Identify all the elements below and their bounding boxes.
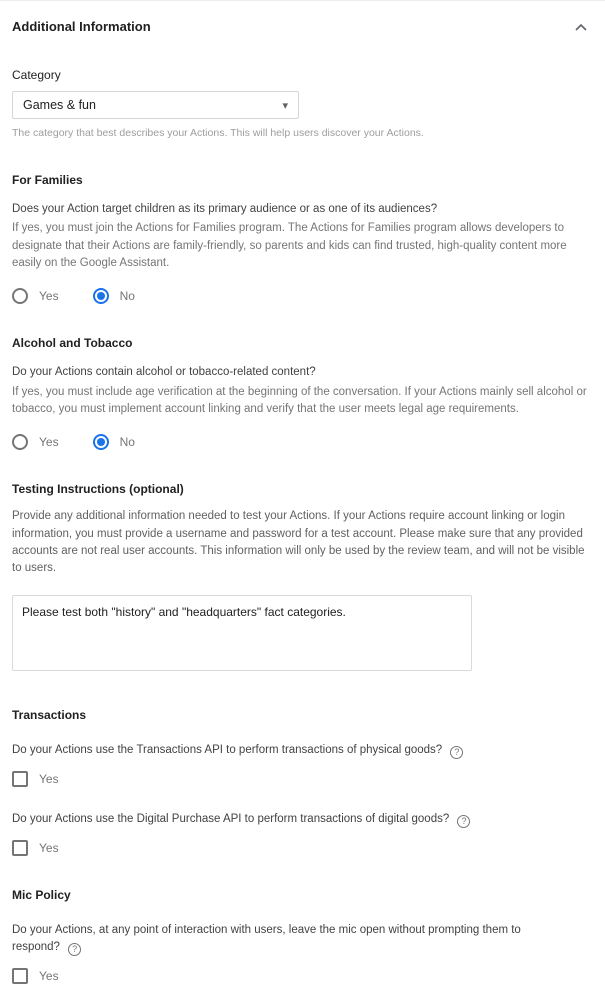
mic-policy-title: Mic Policy [12, 888, 71, 903]
for-families-section [12, 173, 593, 304]
checkbox-unchecked-icon[interactable] [12, 840, 28, 856]
mic-policy-checkbox[interactable] [12, 968, 593, 984]
question-text: Do your Actions use the Transactions API to perform transactions of physical goods? [12, 744, 443, 757]
radio-unchecked-icon[interactable] [12, 434, 28, 450]
transactions-digital-question [12, 811, 587, 828]
page-title: Additional Information [12, 19, 151, 34]
mic-policy-question [12, 922, 567, 956]
radio-label: No [119, 289, 135, 304]
checkbox-unchecked-icon[interactable] [12, 771, 28, 787]
category-label: Category [12, 68, 61, 82]
alcohol-tobacco-radio-yes[interactable] [12, 434, 59, 450]
radio-unchecked-icon[interactable] [12, 288, 28, 304]
for-families-radio-group [12, 288, 593, 304]
alcohol-tobacco-radio-no[interactable] [93, 434, 135, 450]
for-families-title: For Families [12, 172, 83, 187]
radio-label: Yes [39, 289, 59, 304]
dropdown-caret-icon: ▾ [282, 99, 288, 112]
checkbox-label: Yes [39, 969, 59, 983]
for-families-radio-yes[interactable] [12, 288, 59, 304]
chevron-up-icon [575, 19, 587, 34]
alcohol-tobacco-title: Alcohol and Tobacco [12, 336, 133, 351]
checkbox-label: Yes [39, 841, 59, 856]
help-icon[interactable]: ? [450, 746, 463, 759]
panel-header [12, 13, 593, 38]
radio-label: Yes [39, 435, 59, 450]
category-select[interactable] [12, 91, 299, 119]
checkbox-unchecked-icon[interactable] [12, 968, 28, 984]
for-families-question: Does your Action target children as its primary audience or as one of its audiences? [12, 202, 438, 215]
alcohol-tobacco-section [12, 336, 593, 450]
transactions-section [12, 708, 593, 856]
transactions-physical-question [12, 742, 587, 759]
testing-instructions-input[interactable] [12, 595, 472, 671]
alcohol-tobacco-radio-group [12, 434, 593, 450]
testing-instructions-section [12, 482, 593, 676]
mic-policy-section [12, 888, 593, 984]
transactions-title: Transactions [12, 708, 87, 723]
checkbox-label: Yes [39, 772, 59, 787]
category-selected-value: Games & fun [23, 98, 96, 112]
transactions-physical-checkbox[interactable] [12, 771, 593, 787]
help-icon[interactable]: ? [457, 815, 470, 828]
testing-instructions-title: Testing Instructions (optional) [12, 482, 184, 497]
radio-label: No [119, 435, 135, 450]
category-helper-text: The category that best describes your Actions. This will help users discover your Actions. [12, 127, 424, 139]
question-text: Do your Actions use the Digital Purchase API to perform transactions of digital goods? [12, 813, 450, 826]
alcohol-tobacco-description: If yes, you must include age verification at the beginning of the conversation. If your Actions mainly sell alcohol or tobacco, you must implement account linking and verify that the user meets legal age requirements. [12, 385, 587, 416]
radio-checked-icon[interactable] [93, 288, 109, 304]
question-text: Do your Actions, at any point of interaction with users, leave the mic open without prompting them to respond? [12, 924, 521, 953]
help-icon[interactable]: ? [68, 943, 81, 956]
for-families-description: If yes, you must join the Actions for Families program. The Actions for Families program allows developers to designate that their Actions are family-friendly, so parents and kids can find trusted, high-quality content more easily on the Google Assistant. [12, 222, 567, 269]
testing-instructions-description: Provide any additional information needed to test your Actions. If your Actions require account linking or login information, you must provide a username and password for a test account. Please make sure that any provided accounts are not real user accounts. This information will only be used by the review team, and will not be visible to users. [12, 510, 585, 575]
collapse-button[interactable] [571, 15, 591, 38]
for-families-radio-no[interactable] [93, 288, 135, 304]
radio-checked-icon[interactable] [93, 434, 109, 450]
transactions-digital-checkbox[interactable] [12, 840, 593, 856]
alcohol-tobacco-question: Do your Actions contain alcohol or tobacco-related content? [12, 366, 316, 379]
